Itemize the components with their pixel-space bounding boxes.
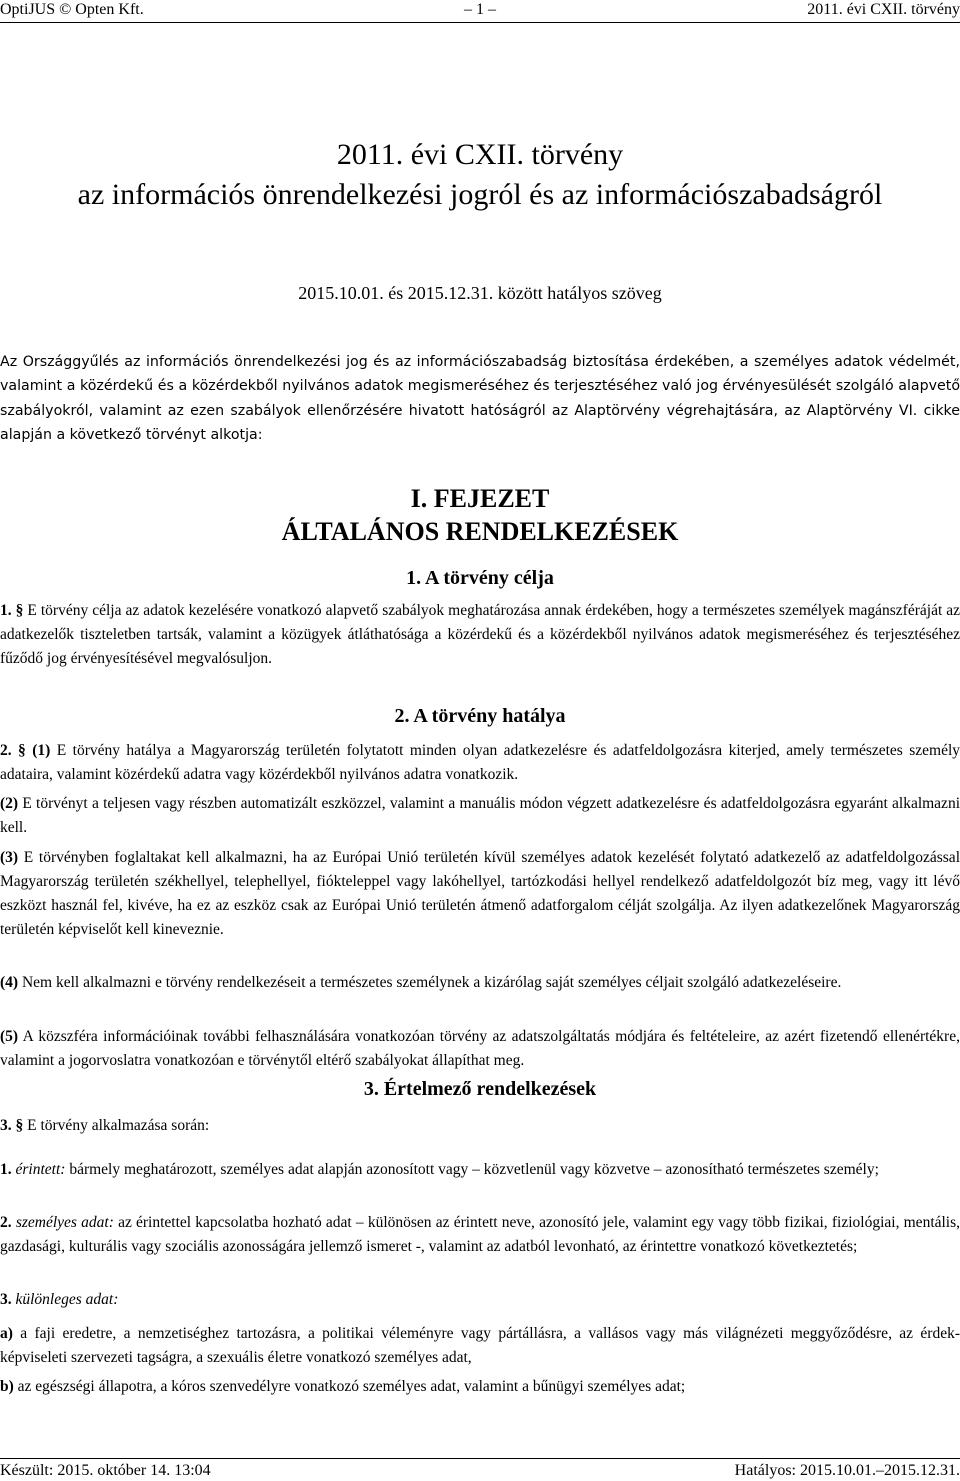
effective-range: 2015.10.01. és 2015.12.31. között hatályos szöveg: [298, 283, 662, 303]
section-1-paragraph: [0, 599, 960, 671]
paragraph-number: (1): [32, 742, 51, 759]
chapter-number: I. FEJEZET: [410, 484, 550, 513]
page-header: [0, 0, 960, 23]
paragraph-text: Nem kell alkalmazni e törvény rendelkezéseit a természetes személynek a kizárólag saját személyes céljait szolgáló adatkezeléseire.: [21, 974, 842, 991]
title-line-1: 2011. évi CXII. törvény: [336, 138, 624, 171]
section-2-paragraph-5: [0, 1025, 960, 1073]
section-2-paragraph-3: [0, 846, 960, 942]
definition-number: 2.: [0, 1214, 12, 1231]
paragraph-number: (2): [0, 795, 19, 812]
section-1-heading: 1. A törvény célja: [406, 567, 554, 589]
section-3-number: 3. §: [0, 1117, 24, 1134]
section-2-paragraph-1: [0, 739, 960, 787]
section-3-intro-text: E törvény alkalmazása során:: [27, 1117, 210, 1134]
paragraph-number: (5): [0, 1028, 19, 1045]
definition-2: [0, 1211, 960, 1259]
item-text: a faji eredetre, a nemzetiséghez tartozásra, a politikai véleményre vagy pártállásra, a vallásos vagy más világnézeti meggyőződésre, az érdek-képviseleti szervezeti tagságra, a szexuális életre vonatkozó személyes adat,: [0, 1325, 960, 1366]
paragraph-text: E törvényt a teljesen vagy részben automatizált eszközzel, valamint a manuális módon végzett adatkezelésre és adatfeldolgozásra egyaránt alkalmazni kell.: [0, 795, 960, 836]
preamble: Az Országgyűlés az információs önrendelkezési jog és az információszabadság biztosítása érdekében, a személyes adatok védelmét, valamint a közérdekű és a közérdekből nyilvános adatok megismeréséhez és terjesztéséhez való jog érvényesülését szolgáló alapvető szabályokról, valamint az ezen szabályok ellenőrzésére hivatott hatóságról az Alaptörvény végrehajtására, az Alaptörvény VI. cikke alapján a következő törvényt alkotja:: [0, 354, 960, 443]
definition-3: [0, 1288, 960, 1312]
definition-number: 3.: [0, 1291, 12, 1308]
page-footer: [0, 1458, 960, 1481]
section-3-heading: 3. Értelmező rendelkezések: [363, 1078, 597, 1100]
paragraph-text: A közszféra információinak további felhasználására vonatkozóan törvény az adatszolgáltatás módjára és feltételeire, az azért fizetendő ellenértékre, valamint a jogorvoslatra vonatkozóan e törvénytől eltérő szabályokat állapíthat meg.: [0, 1028, 960, 1069]
chapter-heading: [0, 482, 960, 548]
document-title: [0, 135, 960, 215]
paragraph-number: (3): [0, 849, 19, 866]
paragraph-number: (4): [0, 974, 19, 991]
definition-term: érintett:: [15, 1161, 66, 1178]
definition-3-item-b: [0, 1375, 960, 1399]
paragraph-text: E törvény hatálya a Magyarország területén folytatott minden olyan adatkezelésre és adatfeldolgozásra kiterjed, amely természetes személy adataira, valamint közérdekű adatra vagy közérdekből nyilvános adatra vonatkozik.: [0, 742, 960, 783]
definition-text: bármely meghatározott, személyes adat alapján azonosított vagy – közvetlenül vagy közvetve – azonosítható természetes személy;: [69, 1161, 879, 1178]
item-text: az egészségi állapotra, a kóros szenvedélyre vonatkozó személyes adat, valamint a bűnügyi személyes adat;: [17, 1378, 686, 1395]
section-2-paragraph-4: [0, 971, 960, 995]
definition-3-item-a: [0, 1322, 960, 1370]
header-law-title: 2011. évi CXII. törvény: [807, 1, 960, 18]
footer-effective: Hatályos: 2015.10.01.–2015.12.31.: [734, 1462, 960, 1479]
footer-created: Készült: 2015. október 14. 13:04: [0, 1462, 211, 1479]
item-letter: b): [0, 1378, 14, 1395]
title-line-2: az információs önrendelkezési jogról és az információszabadságról: [77, 178, 883, 211]
section-1-number: 1. §: [0, 602, 24, 619]
paragraph-text: E törvényben foglaltakat kell alkalmazni, ha az Európai Unió területén kívül személyes adatok kezelését folytató adatkezelő az adatfeldolgozással Magyarország területén székhellyel, telephellyel, fiókteleppel vagy lakóhellyel, tartózkodási hellyel rendelkező adatfeldolgozót bíz meg, vagy itt lévő eszközt használ fel, kivéve, ha ez az eszköz csak az Európai Unió területén átmenő adatforgalom célját szolgálja. Az ilyen adatkezelőnek Magyarország területén képviselőt kell kineveznie.: [0, 849, 960, 938]
section-2-number: 2. §: [0, 742, 26, 759]
definition-number: 1.: [0, 1161, 12, 1178]
definition-text: az érintettel kapcsolatba hozható adat – különösen az érintett neve, azonosító jele, valamint egy vagy több fizikai, fiziológiai, mentális, gazdasági, kulturális vagy szociális azonosságára jellemző ismeret -, valamint az adatból levonható, az érintettre vonatkozó következtetés;: [0, 1214, 960, 1255]
section-2-paragraph-2: [0, 792, 960, 840]
item-letter: a): [0, 1325, 13, 1342]
header-publisher: OptiJUS © Opten Kft.: [0, 1, 144, 18]
chapter-title: ÁLTALÁNOS RENDELKEZÉSEK: [281, 517, 679, 546]
definition-term: különleges adat:: [15, 1291, 119, 1308]
section-3-intro: [0, 1114, 960, 1138]
definition-term: személyes adat:: [15, 1214, 114, 1231]
header-page-number: – 1 –: [464, 1, 496, 18]
definition-1: [0, 1158, 960, 1182]
section-2-heading: 2. A törvény hatálya: [394, 705, 566, 727]
section-1-text: E törvény célja az adatok kezelésére vonatkozó alapvető szabályok meghatározása annak érdekében, hogy a természetes személyek magánszféráját az adatkezelők tiszteletben tartsák, valamint a közügyek átláthatósága a közérdekű és a közérdekből nyilvános adatok megismeréséhez és terjesztéséhez fűződő jog érvényesítésével megvalósuljon.: [0, 602, 960, 667]
